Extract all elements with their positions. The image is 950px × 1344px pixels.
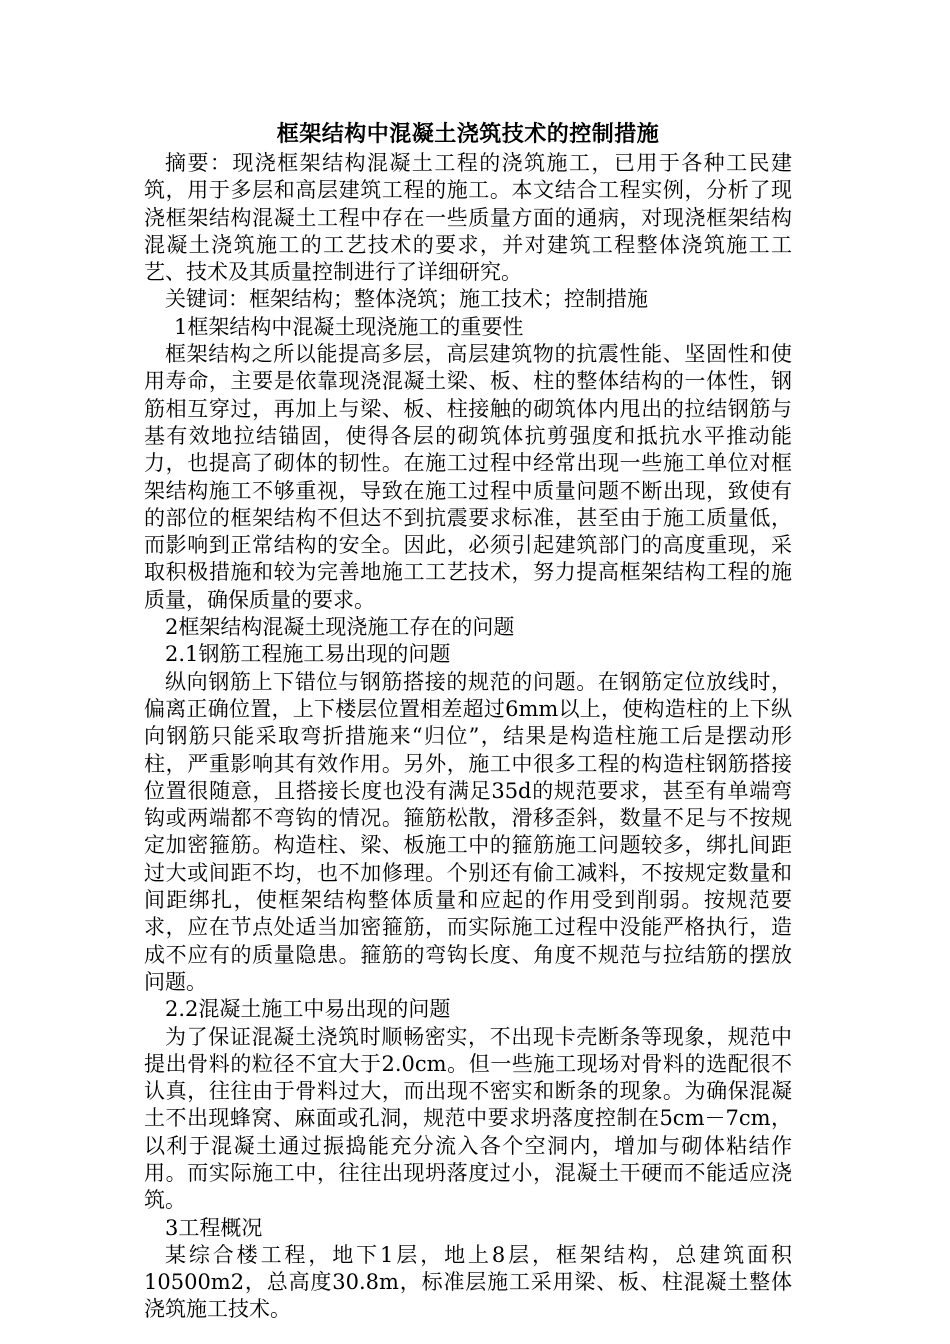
section-3-body: 某综合楼工程，地下1层，地上8层，框架结构，总建筑面积10500m2，总高度30.8m，标准层施工采用梁、板、柱混凝土整体浇筑施工技术。 (144, 1242, 792, 1322)
abstract-paragraph: 摘要：现浇框架结构混凝土工程的浇筑施工，已用于各种工民建筑，用于多层和高层建筑工程的施工。本文结合工程实例，分析了现浇框架结构混凝土工程中存在一些质量方面的通病，对现浇框架结构混凝土浇筑施工的工艺技术的要求，并对建筑工程整体浇筑施工工艺、技术及其质量控制进行了详细研究。 (144, 151, 792, 285)
section-1-body: 框架结构之所以能提高多层，高层建筑物的抗震性能、坚固性和使用寿命，主要是依靠现浇混凝土梁、板、柱的整体结构的一体性，钢筋相互穿过，再加上与梁、板、柱接触的砌筑体内甩出的拉结钢筋与基有效地拉结锚固，使得各层的砌筑体抗剪强度和抵抗水平推动能力，也提高了砌体的韧性。在施工过程中经常出现一些施工单位对框架结构施工不够重视，导致在施工过程中质量问题不断出现，致使有的部位的框架结构不但达不到抗震要求标准，甚至由于施工质量低，而影响到正常结构的安全。因此，必须引起建筑部门的高度重现，采取积极措施和较为完善地施工工艺技术，努力提高框架结构工程的施质量，确保质量的要求。 (144, 342, 792, 612)
section-2-heading: 2框架结构混凝土现浇施工存在的问题 (165, 615, 515, 640)
document-page (144, 118, 792, 1324)
section-2-2-body: 为了保证混凝土浇筑时顺畅密实，不出现卡壳断条等现象，规范中提出骨料的粒径不宜大于2.0cm。但一些施工现场对骨料的选配很不认真，往往由于骨料过大，而出现不密实和断条的现象。为确保混凝土不出现蜂窝、麻面或孔洞，规范中要求坍落度控制在5cm－7cm，以利于混凝土通过振捣能充分流入各个空洞内，增加与砌体粘结作用。而实际施工中，往往出现坍落度过小，混凝土干硬而不能适应浇筑。 (144, 1024, 792, 1213)
section-2-1-heading: 2.1钢筋工程施工易出现的问题 (165, 642, 451, 667)
section-2-2-heading: 2.2混凝土施工中易出现的问题 (165, 997, 451, 1022)
section-2-1-body: 纵向钢筋上下错位与钢筋搭接的规范的问题。在钢筋定位放线时，偏离正确位置，上下楼层位置相差超过6mm以上，使构造柱的上下纵向钢筋只能采取弯折措施来“归位”，结果是构造柱施工后是摆动形柱，严重影响其有效作用。另外，施工中很多工程的构造柱钢筋搭接位置很随意，且搭接长度也没有满足35d的规范要求，甚至有单端弯钩或两端都不弯钩的情况。箍筋松散，滑移歪斜，数量不足与不按规定加密箍筋。构造柱、梁、板施工中的箍筋施工问题较多，绑扎间距过大或间距不均，也不加修理。个别还有偷工减料，不按规定数量和间距绑扎，使框架结构整体质量和应起的作用受到削弱。按规范要求，应在节点处适当加密箍筋，而实际施工过程中没能严格执行，造成不应有的质量隐患。箍筋的弯钩长度、角度不规范与拉结筋的摆放问题。 (144, 669, 792, 994)
keywords-line: 关键词：框架结构；整体浇筑；施工技术；控制措施 (165, 287, 648, 312)
section-1-heading: 1框架结构中混凝土现浇施工的重要性 (174, 314, 524, 339)
document-title: 框架结构中混凝土浇筑技术的控制措施 (276, 121, 660, 147)
section-3-heading: 3工程概况 (165, 1215, 263, 1240)
